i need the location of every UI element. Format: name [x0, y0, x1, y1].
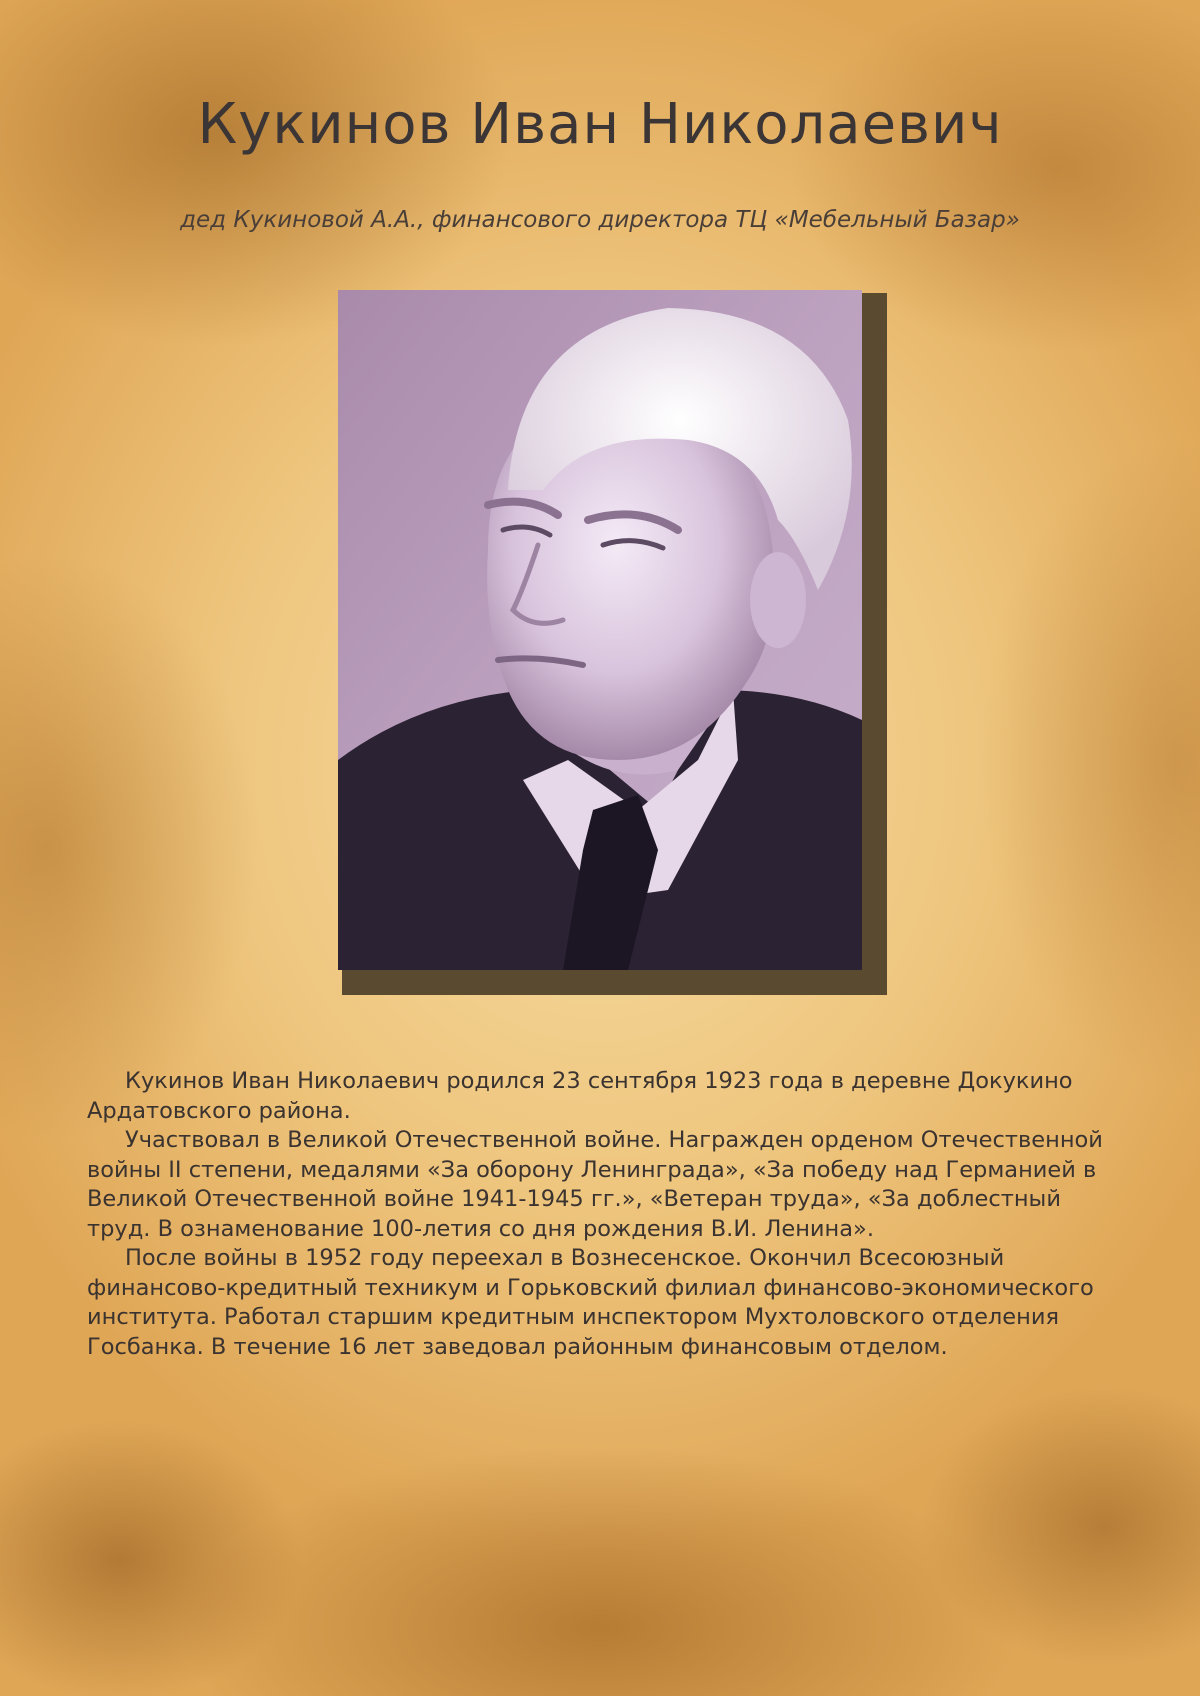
- bio-paragraph-war: Участвовал в Великой Отечественной войне. Награжден орденом Отечественной войны II степени, медалями «За оборону Ленинграда», «За победу над Германией в Великой Отечественной войне 1941-1945 гг.», «Ветеран труда», «За доблестный труд. В ознаменование 100-летия со дня рождения В.И. Ленина».: [87, 1127, 1103, 1242]
- page-subtitle: дед Кукиновой А.А., финансового директора ТЦ «Мебельный Базар»: [180, 207, 1020, 233]
- bio-paragraph-career: После войны в 1952 году переехал в Вознесенское. Окончил Всесоюзный финансово-кредитный техникум и Горьковский филиал финансово-экономического института. Работал старшим кредитным инспектором Мухтоловского отделения Госбанка. В течение 16 лет заведовал районным финансовым отделом.: [87, 1245, 1094, 1360]
- biography: [87, 1067, 1117, 1362]
- portrait-photo: [338, 290, 862, 970]
- bio-paragraph-birth: Кукинов Иван Николаевич родился 23 сентября 1923 года в деревне Докукино Ардатовского района.: [87, 1068, 1073, 1124]
- page-title: Кукинов Иван Николаевич: [197, 92, 1003, 157]
- portrait-illustration: [338, 290, 862, 970]
